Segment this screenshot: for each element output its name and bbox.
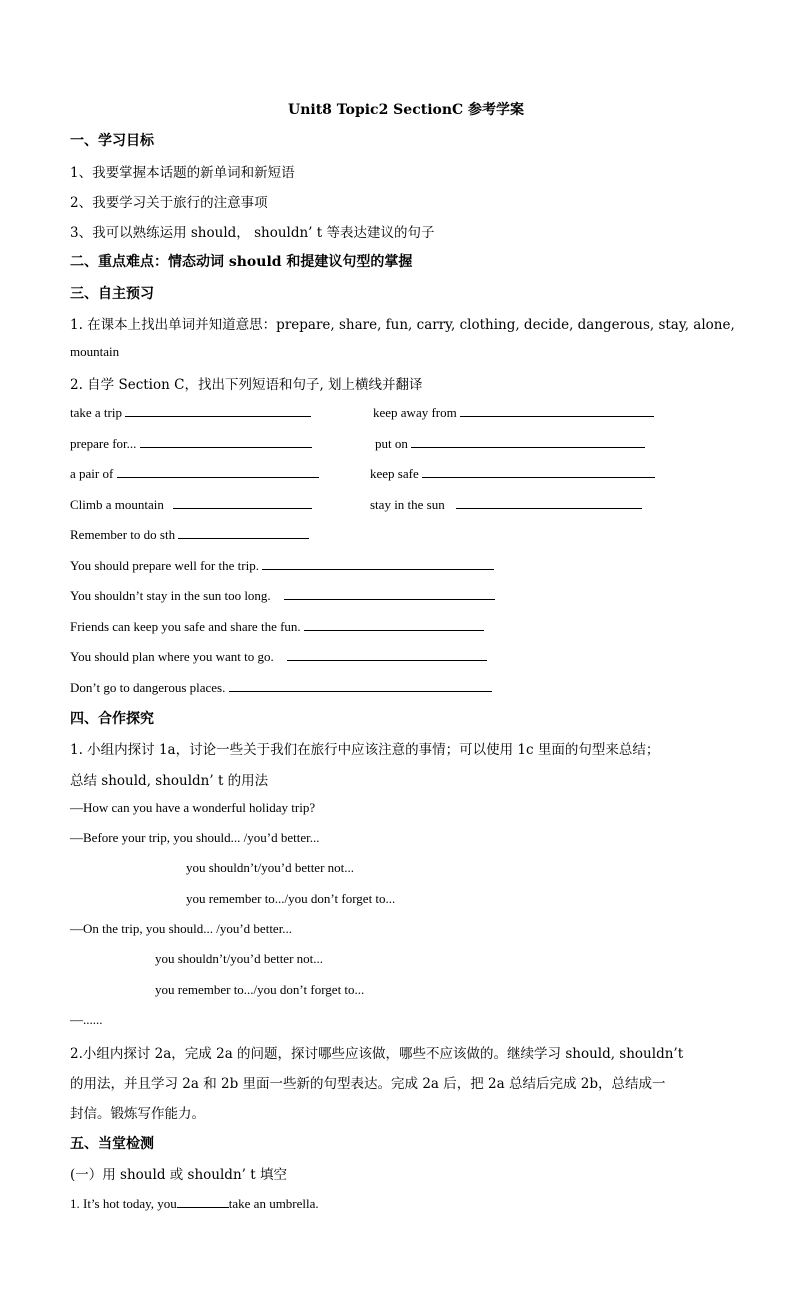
sentence-text: You should prepare well for the trip. (70, 558, 259, 573)
sentence-text: You shouldn’t stay in the sun too long. (70, 588, 271, 603)
dialog-line-6: you shouldn’t/you’d better not... (155, 951, 324, 966)
phrase-label: stay in the sun (370, 497, 445, 512)
explore-item-2-line-3: 封信。锻炼写作能力。 (70, 1106, 205, 1122)
answer-blank[interactable] (284, 587, 495, 600)
phrase-label: Climb a mountain (70, 497, 164, 512)
section-1-heading: 一、学习目标 (70, 133, 154, 149)
phrase-row-4-right (370, 496, 642, 513)
goal-item-2: 2、我要学习关于旅行的注意事项 (70, 195, 268, 211)
exercise-part-1-title: (一）用 should 或 shouldn’ t 填空 (70, 1167, 287, 1183)
dialog-line-3: you shouldn’t/you’d better not... (186, 860, 355, 875)
dialog-line-7: you remember to.../you don’t forget to... (155, 982, 365, 997)
answer-blank[interactable] (177, 1195, 229, 1208)
phrase-label: prepare for... (70, 436, 137, 451)
answer-blank[interactable] (304, 618, 484, 631)
sentence-row-2 (70, 587, 495, 604)
question-text-after: take an umbrella. (228, 1196, 319, 1211)
explore-item-2-line-1: 2.小组内探讨 2a，完成 2a 的问题，探讨哪些应该做，哪些不应该做的。继续学习 should, shouldn’t (70, 1046, 684, 1062)
phrase-row-5 (70, 526, 309, 543)
answer-blank[interactable] (140, 435, 312, 448)
phrase-row-2-right (375, 435, 645, 452)
phrase-row-1-right (373, 404, 654, 421)
sentence-text: Friends can keep you safe and share the fun. (70, 619, 301, 634)
explore-item-2-line-2: 的用法，并且学习 2a 和 2b 里面一些新的句型表达。完成 2a 后，把 2a 总结后完成 2b，总结成一 (70, 1076, 666, 1092)
answer-blank[interactable] (178, 526, 309, 539)
preview-item-1-cont: mountain (70, 344, 120, 359)
exercise-question-1 (70, 1195, 319, 1212)
phrase-label: put on (375, 436, 408, 451)
goal-item-3: 3、我可以熟练运用 should， shouldn’ t 等表达建议的句子 (70, 225, 435, 241)
dialog-line-2: —Before your trip, you should... /you’d better... (70, 830, 320, 845)
section-2-heading: 二、重点难点：情态动词 should 和提建议句型的掌握 (70, 254, 413, 270)
phrase-label: keep safe (370, 466, 419, 481)
answer-blank[interactable] (411, 435, 645, 448)
phrase-row-3 (70, 465, 319, 482)
phrase-row-2 (70, 435, 312, 452)
phrase-label: a pair of (70, 466, 114, 481)
phrase-row-4 (70, 496, 312, 513)
answer-blank[interactable] (262, 557, 494, 570)
phrase-row-3-right (370, 465, 655, 482)
sentence-text: You should plan where you want to go. (70, 649, 274, 664)
sentence-row-5 (70, 679, 492, 696)
page-title: Unit8 Topic2 SectionC 参考学案 (288, 102, 525, 118)
answer-blank[interactable] (287, 648, 487, 661)
section-4-heading: 四、合作探究 (70, 711, 154, 727)
answer-blank[interactable] (460, 404, 654, 417)
answer-blank[interactable] (422, 465, 655, 478)
phrase-label: take a trip (70, 405, 122, 420)
section-3-heading: 三、自主预习 (70, 286, 154, 302)
answer-blank[interactable] (117, 465, 319, 478)
dialog-line-1: —How can you have a wonderful holiday trip? (70, 800, 316, 815)
dialog-line-4: you remember to.../you don’t forget to... (186, 891, 396, 906)
explore-item-1-cont: 总结 should, shouldn’ t 的用法 (70, 773, 269, 789)
phrase-row-1 (70, 404, 311, 421)
phrase-label: Remember to do sth (70, 527, 176, 542)
section-5-heading: 五、当堂检测 (70, 1136, 154, 1152)
sentence-text: Don’t go to dangerous places. (70, 680, 226, 695)
sentence-row-1 (70, 557, 494, 574)
sentence-row-4 (70, 648, 487, 665)
preview-item-2: 2. 自学 Section C，找出下列短语和句子, 划上横线并翻译 (70, 377, 423, 393)
dialog-line-8: —...... (70, 1012, 103, 1027)
dialog-line-5: —On the trip, you should... /you’d better... (70, 921, 293, 936)
explore-item-1: 1. 小组内探讨 1a，讨论一些关于我们在旅行中应该注意的事情；可以使用 1c 里面的句型来总结； (70, 742, 660, 758)
answer-blank[interactable] (229, 679, 492, 692)
answer-blank[interactable] (125, 404, 311, 417)
sentence-row-3 (70, 618, 484, 635)
answer-blank[interactable] (456, 496, 642, 509)
phrase-label: keep away from (373, 405, 457, 420)
goal-item-1: 1、我要掌握本话题的新单词和新短语 (70, 165, 295, 181)
preview-item-1: 1. 在课本上找出单词并知道意思：prepare, share, fun, carry, clothing, decide, dangerous, stay, alone, (70, 317, 735, 333)
answer-blank[interactable] (173, 496, 312, 509)
question-text-before: 1. It’s hot today, you (70, 1196, 177, 1211)
